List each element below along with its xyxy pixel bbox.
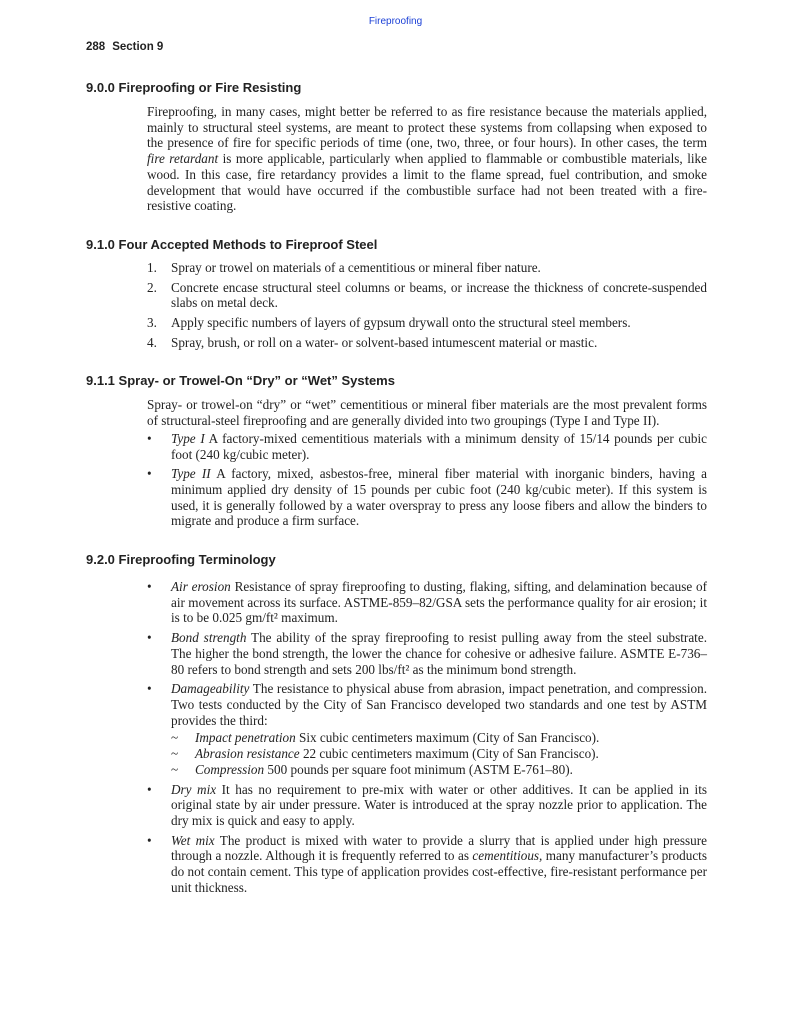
term: Impact penetration — [195, 730, 296, 746]
list-item — [147, 579, 707, 626]
list-text: Spray or trowel on materials of a cementitious or mineral fiber nature. — [171, 259, 541, 275]
term: Air erosion — [171, 579, 231, 595]
section-9-1-1 — [86, 373, 707, 529]
tilde-marker: ~ — [171, 746, 179, 762]
sub-list-item — [171, 762, 707, 778]
definition: 500 pounds per square foot minimum (ASTM E-761–80). — [264, 761, 573, 777]
definition: Resistance of spray fireproofing to dusting, flaking, sifting, and delamination because of air movement across its surface. ASTME-859–82/GSA sets the performance quality for air erosion; it is to be 0.025 gm/ft² maximum. — [171, 579, 707, 626]
paragraph-text-b: is more applicable, particularly when applied to flammable or combustible materials, like wood. In this case, fire retardancy provides a limit to the flame spread, fuel contribution, and smoke development that would have occurred if the combustible surface had not been treated with a fire-resistive coating. — [147, 151, 707, 214]
definition: A factory-mixed cementitious materials with a minimum density of 15/14 pounds per cubic foot (240 kg/cubic meter). — [171, 430, 708, 462]
term: Damageability — [171, 681, 250, 697]
italic-term: fire retardant — [147, 151, 219, 167]
bullet-list — [147, 431, 707, 529]
term: Abrasion resistance — [195, 746, 300, 762]
page-number: 288 — [86, 41, 106, 53]
bullet-marker: • — [147, 466, 152, 482]
top-link-fireproofing[interactable]: Fireproofing — [368, 16, 423, 27]
term: Type II — [171, 466, 211, 482]
list-item — [147, 260, 707, 276]
list-number: 3. — [147, 315, 157, 331]
list-number: 4. — [147, 334, 157, 350]
list-item — [147, 782, 707, 829]
list-item — [147, 280, 707, 311]
section-9-0-0 — [86, 80, 707, 214]
term: Wet mix — [171, 832, 215, 848]
bullet-list — [147, 579, 707, 895]
bullet-marker: • — [147, 630, 152, 646]
term: Bond strength — [171, 630, 247, 646]
tilde-marker: ~ — [171, 761, 179, 777]
list-item — [147, 630, 707, 677]
definition: The resistance to physical abuse from abrasion, impact penetration, and compression. Two tests conducted by the City of San Francisco developed two standards and one test by ASTM provides the third: — [171, 681, 707, 728]
list-item — [147, 466, 707, 529]
list-item — [147, 431, 707, 462]
paragraph: Spray- or trowel-on “dry” or “wet” cementitious or mineral fiber materials are the most prevalent forms of structural-steel fireproofing and are generally divided into two groupings (Type I and Type II). — [147, 397, 707, 429]
definition: Six cubic centimeters maximum (City of San Francisco). — [295, 730, 600, 746]
bullet-marker: • — [147, 430, 152, 446]
bullet-marker: • — [147, 832, 152, 848]
running-head — [86, 41, 170, 53]
definition: 22 cubic centimeters maximum (City of San Francisco). — [299, 746, 599, 762]
list-item — [147, 335, 707, 351]
list-text: Apply specific numbers of layers of gypsum drywall onto the structural steel members. — [171, 315, 631, 331]
list-text: Spray, brush, or roll on a water- or solvent-based intumescent material or mastic. — [171, 334, 598, 350]
list-item — [147, 681, 707, 777]
page-content — [86, 80, 707, 899]
definition: The product is mixed with water to provide a slurry that is applied under high pressure through a nozzle. Although it is frequently referred to as — [171, 832, 707, 864]
section-heading: 9.1.0 Four Accepted Methods to Fireproof Steel — [86, 236, 378, 252]
section-heading: 9.1.1 Spray- or Trowel-On “Dry” or “Wet” Systems — [86, 373, 395, 389]
sub-list — [171, 730, 707, 777]
list-number: 1. — [147, 259, 157, 275]
bullet-marker: • — [147, 681, 152, 697]
section-9-1-0 — [86, 237, 707, 351]
list-text: Concrete encase structural steel columns or beams, or increase the thickness of concrete-suspended slabs on metal deck. — [171, 279, 707, 311]
section-9-2-0 — [86, 552, 707, 895]
definition: It has no requirement to pre-mix with water or other additives. It can be applied in its original state by air under pressure. Water is introduced at the spray nozzle prior to application. The dry mix is quick and easy to apply. — [171, 781, 707, 828]
paragraph-text-a: Fireproofing, in many cases, might better be referred to as fire resistance because the materials applied, mainly to structural steel systems, are meant to protect these systems from collapsing when exposed to the presence of fire for specific periods of time (one, two, three, or four hours). In other cases, the term — [147, 104, 707, 151]
section-heading: 9.0.0 Fireproofing or Fire Resisting — [86, 80, 302, 95]
section-heading: 9.2.0 Fireproofing Terminology — [86, 552, 276, 568]
sub-list-item — [171, 730, 707, 746]
term: cementitious, — [472, 848, 543, 864]
list-number: 2. — [147, 279, 157, 295]
list-item — [147, 315, 707, 331]
term: Compression — [195, 761, 265, 777]
term: Dry mix — [171, 781, 217, 797]
term: Type I — [171, 430, 205, 446]
numbered-list — [147, 260, 707, 351]
sub-list-item — [171, 746, 707, 762]
definition: A factory, mixed, asbestos-free, mineral fiber material with inorganic binders, having a minimum applied dry density of 15 pounds per cubic foot (240 kg/cubic meter). If this system is used, it is generally followed by a water overspray to press any loose fibers and allow the binders to migrate and produce a firm surface. — [171, 466, 707, 529]
bullet-marker: • — [147, 781, 152, 797]
section-label: Section 9 — [112, 41, 164, 53]
paragraph — [147, 104, 707, 214]
definition: The ability of the spray fireproofing to resist pulling away from the steel substrate. The higher the bond strength, the lower the chance for cohesive or adhesive failure. ASMTE E-736–80 refers to bond strength and sets 200 lbs/ft² as the minimum bond strength. — [171, 630, 707, 677]
tilde-marker: ~ — [171, 730, 179, 746]
definition: many manufacturer’s products do not contain cement. This type of application provides cost-effective, fire-resistant performance per unit thickness. — [171, 848, 707, 895]
bullet-marker: • — [147, 579, 152, 595]
list-item — [147, 833, 707, 896]
